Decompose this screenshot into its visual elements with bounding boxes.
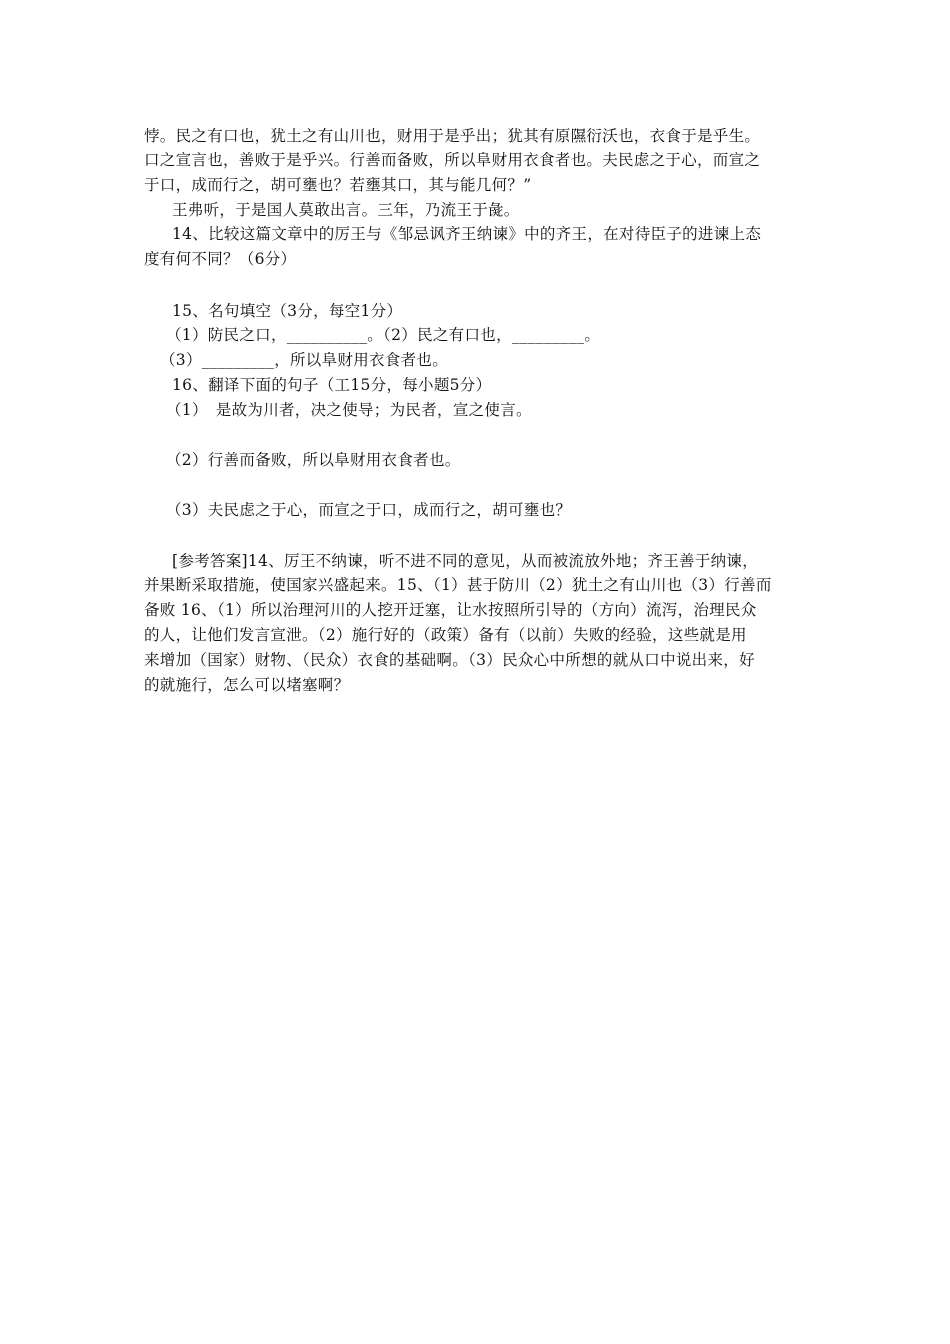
passage-line-2: 口之宣言也，善败于是乎兴。行善而备败，所以阜财用衣食者也。夫民虑之于心，而宣之 bbox=[144, 151, 761, 169]
answer-line-4: 的人，让他们发言宣泄。（2）施行好的（政策）备有（以前）失败的经验，这些就是用 bbox=[144, 626, 747, 644]
answer-line-2: 并果断采取措施，使国家兴盛起来。15、（1）甚于防川（2）犹土之有山川也（3）行善而 bbox=[144, 576, 772, 594]
question-16-item-1: （1） 是故为川者，决之使导；为民者，宣之使言。 bbox=[166, 401, 532, 419]
question-14-line-1: 14、比较这篇文章中的厉王与《邹忌讽齐王纳谏》中的齐王，在对待臣子的进谏上态 bbox=[172, 225, 762, 243]
passage-line-1: 悖。民之有口也，犹土之有山川也，财用于是乎出；犹其有原隰衍沃也，衣食于是乎生。 bbox=[144, 127, 761, 145]
question-15-line-2: （3）_________，所以阜财用衣食者也。 bbox=[160, 351, 449, 369]
question-15-line-1: （1）防民之口，__________。（2）民之有口也，_________。 bbox=[166, 326, 601, 344]
question-16-item-3: （3）夫民虑之于心，而宣之于口，成而行之，胡可壅也？ bbox=[166, 501, 572, 519]
answer-line-5: 来增加（国家）财物、（民众）衣食的基础啊。（3）民众心中所想的就从口中说出来，好 bbox=[144, 651, 755, 669]
question-16-item-2: （2）行善而备败，所以阜财用衣食者也。 bbox=[166, 451, 461, 469]
passage-line-4: 王弗听，于是国人莫敢出言。三年，乃流王于彘。 bbox=[172, 201, 520, 219]
question-14-line-2: 度有何不同？（6分） bbox=[144, 250, 297, 268]
answer-line-1: [参考答案]14、厉王不纳谏，听不进不同的意见，从而被流放外地；齐王善于纳谏， bbox=[172, 552, 759, 570]
question-15-title: 15、名句填空（3分，每空1分） bbox=[172, 302, 403, 320]
answer-line-3: 备败 16、（1）所以治理河川的人挖开迂塞，让水按照所引导的（方向）流泻，治理民众 bbox=[144, 601, 757, 619]
question-16-title: 16、翻译下面的句子（工15分，每小题5分） bbox=[172, 376, 492, 394]
passage-line-3: 于口，成而行之，胡可壅也？若壅其口，其与能几何？” bbox=[144, 176, 532, 194]
answer-line-6: 的就施行，怎么可以堵塞啊？ bbox=[144, 676, 350, 694]
